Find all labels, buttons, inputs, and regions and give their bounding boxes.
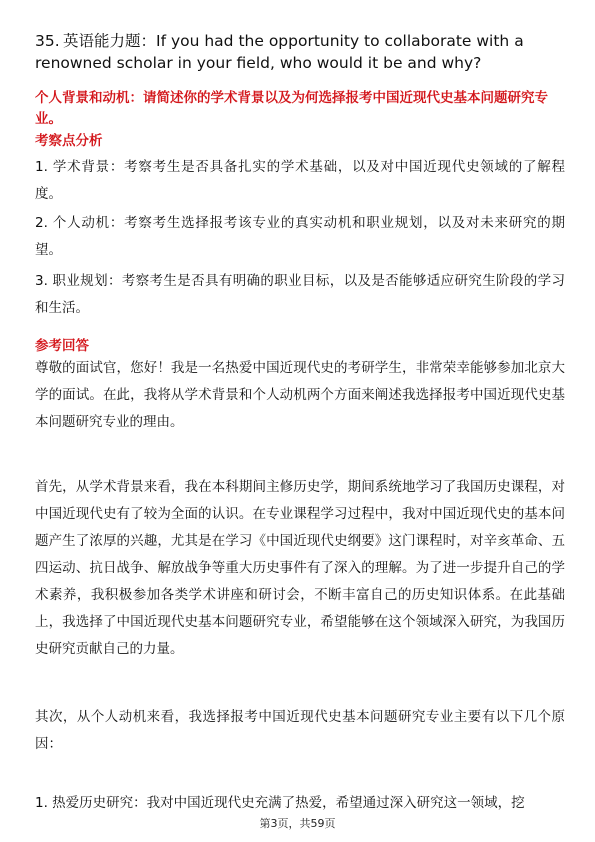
analysis-heading: 考察点分析	[35, 133, 103, 149]
analysis-item: 3. 职业规划：考察考生是否具有明确的职业目标，以及是否能够适应研究生阶段的学习和生活。	[35, 273, 565, 316]
answer-paragraph: 尊敬的面试官，您好！我是一名热爱中国近现代史的考研学生，非常荣幸能够参加北京大学的面试。在此，我将从学术背景和个人动机两个方面来阐述我选择报考中国近现代史基本问题研究专业的理由。	[35, 360, 565, 430]
section-title: 个人背景和动机：请简述你的学术背景以及为何选择报考中国近现代史基本问题研究专业。	[35, 90, 548, 127]
answer-list-item: 1. 热爱历史研究：我对中国近现代史充满了热爱，希望通过深入研究这一领域，挖	[35, 795, 525, 811]
answer-paragraph: 首先，从学术背景来看，我在本科期间主修历史学，期间系统地学习了我国历史课程，对中国近现代史有了较为全面的认识。在专业课程学习过程中，我对中国近现代史的基本问题产生了浓厚的兴趣，尤其是在学习《中国近现代史纲要》这门课程时，对辛亥革命、五四运动、抗日战争、解放战争等重大历史事件有了深入的理解。为了进一步提升自己的学术素养，我积极参加各类学术讲座和研讨会，不断丰富自己的历史知识体系。在此基础上，我选择了中国近现代史基本问题研究专业，希望能够在这个领域深入研究，为我国历史研究贡献自己的力量。	[35, 479, 565, 657]
question-heading	[35, 30, 565, 74]
answer-paragraph: 其次，从个人动机来看，我选择报考中国近现代史基本问题研究专业主要有以下几个原因：	[35, 709, 565, 752]
page-number-footer: 第3页，共59页	[259, 817, 336, 830]
analysis-item: 1. 学术背景：考察考生是否具备扎实的学术基础，以及对中国近现代史领域的了解程度。	[35, 159, 565, 202]
question-text: 英语能力题：If you had the opportunity to collaborate with a renowned scholar in your field, who would it be and why?	[35, 32, 524, 72]
question-number: 35.	[35, 32, 60, 50]
analysis-item: 2. 个人动机：考察考生选择报考该专业的真实动机和职业规划，以及对未来研究的期望。	[35, 215, 565, 258]
answer-heading: 参考回答	[35, 338, 89, 354]
